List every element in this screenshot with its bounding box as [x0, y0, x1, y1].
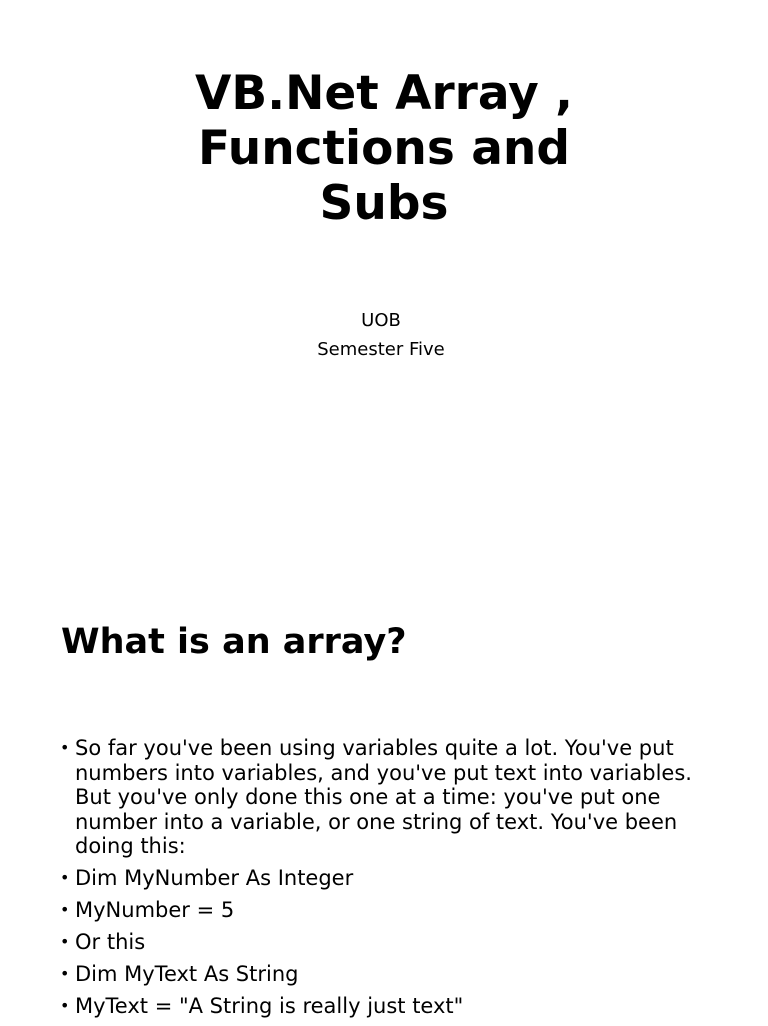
- bullet-dot-icon: •: [60, 738, 70, 757]
- bullet-dot-icon: •: [60, 932, 70, 951]
- bullet-text: Dim MyText As String: [75, 962, 299, 986]
- slide-subtitle: [0, 306, 762, 364]
- bullet-text: MyNumber = 5: [75, 898, 235, 922]
- title-line: Functions and: [197, 121, 571, 176]
- bullet-text: MyText = "A String is really just text": [75, 994, 464, 1018]
- bullet-item: [0, 898, 768, 923]
- slide-title: [0, 66, 768, 231]
- bullet-item: [0, 866, 768, 891]
- bullet-dot-icon: •: [60, 900, 70, 919]
- bullet-dot-icon: •: [60, 996, 70, 1015]
- bullet-item: [0, 962, 768, 987]
- subtitle-line: UOB: [361, 310, 401, 331]
- subtitle-line: Semester Five: [317, 339, 445, 360]
- bullet-dot-icon: •: [60, 868, 70, 887]
- slide-heading: What is an array?: [61, 622, 407, 662]
- bullet-dot-icon: •: [60, 964, 70, 983]
- bullet-item: [0, 736, 768, 859]
- title-line: VB.Net Array ,: [195, 66, 573, 121]
- bullet-item: [0, 994, 768, 1019]
- bullet-text: So far you've been using variables quite a lot. You've put numbers into variables, and you've put text into variables. But you've only done this one at a time: you've put one number into a variable, or one string of text. You've been doing this:: [75, 736, 692, 858]
- bullet-item: [0, 930, 768, 955]
- title-line: Subs: [319, 176, 449, 231]
- bullet-list: [0, 736, 768, 1026]
- bullet-text: Or this: [75, 930, 146, 954]
- bullet-text: Dim MyNumber As Integer: [75, 866, 354, 890]
- content-slide: [0, 576, 768, 1024]
